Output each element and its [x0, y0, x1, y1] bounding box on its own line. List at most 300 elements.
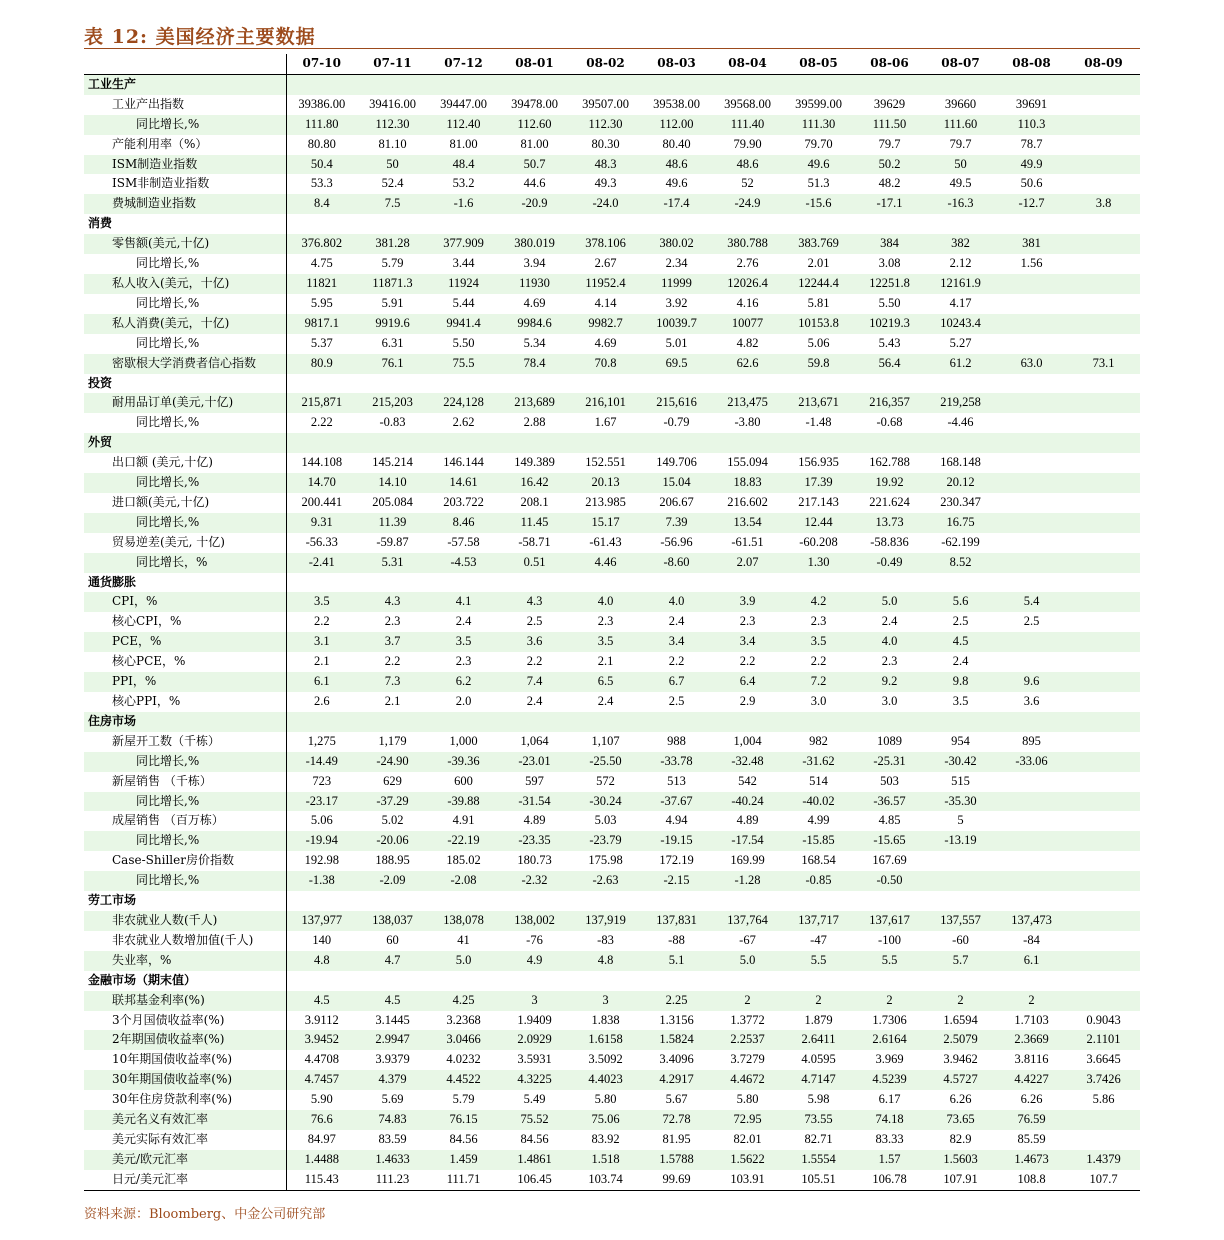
value-cell: [925, 573, 996, 593]
value-cell: 5.98: [807, 1092, 830, 1107]
value-cell: 2.4: [952, 654, 969, 669]
value-cell: [783, 374, 854, 394]
value-cell: [357, 214, 428, 234]
row-label: 日元/美元汇率: [84, 1170, 286, 1190]
value-cell: 80.40: [662, 136, 691, 151]
table-row: [84, 672, 1140, 692]
value-cell: 76.6: [286, 1110, 357, 1130]
row-label: 同比增长,%: [84, 115, 286, 135]
table-row: [84, 752, 1140, 772]
column-header: 08-04: [712, 54, 783, 74]
value-cell: [428, 891, 499, 911]
table-row: [84, 692, 1140, 712]
value-cell: 5.43: [878, 335, 901, 350]
value-cell: 515: [951, 773, 970, 788]
value-cell: 4.3225: [499, 1070, 570, 1090]
value-cell: 50.2: [854, 155, 925, 175]
value-cell: -4.53: [428, 553, 499, 573]
value-cell: 723: [312, 773, 332, 788]
value-cell: 12161.9: [925, 274, 996, 294]
value-cell: 5.06: [310, 813, 333, 828]
value-cell: 2.2537: [712, 1030, 783, 1050]
value-cell: 169.99: [730, 853, 765, 868]
value-cell: -100: [878, 932, 901, 947]
value-cell: 15.17: [570, 513, 641, 533]
economic-data-table: [84, 54, 1140, 1191]
value-cell: [357, 374, 428, 394]
value-cell: 1,000: [449, 733, 478, 748]
value-cell: -25.50: [570, 752, 641, 772]
value-cell: 79.70: [804, 136, 833, 151]
value-cell: 4.7147: [783, 1070, 854, 1090]
value-cell: 6.7: [641, 672, 712, 692]
value-cell: 39568.00: [724, 96, 771, 111]
value-cell: [1067, 374, 1140, 394]
value-cell: [1067, 911, 1140, 931]
value-cell: 5.80: [736, 1092, 759, 1107]
value-cell: 11821: [286, 274, 357, 294]
value-cell: 2.12: [949, 256, 972, 271]
value-cell: [854, 433, 925, 453]
value-cell: 2: [925, 991, 996, 1011]
value-cell: -37.67: [641, 792, 712, 812]
value-cell: 224,128: [428, 393, 499, 413]
value-cell: 1.459: [428, 1150, 499, 1170]
table-row: [84, 732, 1140, 752]
value-cell: -1.38: [286, 871, 357, 891]
value-cell: [286, 891, 357, 911]
value-cell: 175.98: [588, 853, 623, 868]
value-cell: 99.69: [641, 1170, 712, 1190]
value-cell: 5.4: [996, 592, 1067, 612]
value-cell: -0.68: [876, 415, 903, 430]
value-cell: -56.33: [305, 534, 338, 549]
value-cell: 3.969: [875, 1052, 904, 1067]
value-cell: 180.73: [517, 853, 552, 868]
value-cell: 4.5: [357, 991, 428, 1011]
value-cell: 2.6164: [854, 1030, 925, 1050]
value-cell: [499, 971, 570, 991]
value-cell: 80.30: [591, 136, 620, 151]
value-cell: 382: [925, 234, 996, 254]
value-cell: [925, 712, 996, 732]
row-label: 新屋开工数（千栋）: [84, 732, 286, 752]
value-cell: -35.30: [925, 792, 996, 812]
table-row: [84, 811, 1140, 831]
table-row: [84, 533, 1140, 553]
value-cell: 137,831: [641, 911, 712, 931]
value-cell: [641, 971, 712, 991]
value-cell: 82.71: [804, 1131, 833, 1146]
value-cell: 3.4096: [659, 1052, 694, 1067]
value-cell: 1.5554: [783, 1150, 854, 1170]
row-label: 同比增长,%: [84, 254, 286, 274]
value-cell: -61.43: [589, 534, 622, 549]
value-cell: 59.8: [783, 354, 854, 374]
table-row: [84, 1170, 1140, 1190]
value-cell: -23.17: [286, 792, 357, 812]
value-cell: -13.19: [925, 831, 996, 851]
value-cell: 384: [854, 234, 925, 254]
value-cell: 9.31: [286, 513, 357, 533]
value-cell: [1067, 393, 1140, 413]
value-cell: 2.4: [526, 694, 543, 708]
value-cell: 2.67: [594, 256, 617, 271]
row-label: 联邦基金利率(%): [84, 991, 286, 1011]
value-cell: [712, 712, 783, 732]
value-cell: 4.4708: [304, 1052, 339, 1067]
value-cell: [1067, 672, 1140, 692]
value-cell: -40.02: [783, 792, 854, 812]
value-cell: -39.88: [428, 792, 499, 812]
table-header-row: [84, 54, 1140, 74]
value-cell: -19.94: [286, 831, 357, 851]
value-cell: 600: [454, 773, 473, 788]
value-cell: 137,473: [996, 911, 1067, 931]
row-label: CPI，%: [84, 592, 286, 612]
value-cell: 4.2: [783, 592, 854, 612]
row-label: 同比增长,%: [84, 413, 286, 433]
value-cell: 50.7: [499, 155, 570, 175]
section-header-row: [84, 374, 1140, 394]
value-cell: 2.2: [313, 614, 330, 629]
value-cell: 18.83: [712, 473, 783, 493]
value-cell: 4.4672: [712, 1070, 783, 1090]
row-label: ISM非制造业指数: [84, 174, 286, 194]
value-cell: 14.10: [357, 473, 428, 493]
table-row: [84, 792, 1140, 812]
value-cell: -56.96: [660, 534, 693, 549]
value-cell: 79.90: [733, 136, 762, 151]
value-cell: 5.91: [381, 295, 404, 310]
value-cell: 4.5: [286, 991, 357, 1011]
value-cell: 9941.4: [428, 314, 499, 334]
value-cell: 4.2917: [641, 1070, 712, 1090]
value-cell: 3.8: [1067, 194, 1140, 214]
value-cell: [1067, 314, 1140, 334]
row-label: 10年期国债收益率(%): [84, 1050, 286, 1070]
value-cell: 70.8: [570, 354, 641, 374]
table-row: [84, 1030, 1140, 1050]
row-label: 同比增长,%: [84, 792, 286, 812]
value-cell: [783, 433, 854, 453]
value-cell: 4.17: [949, 295, 972, 310]
value-cell: -31.62: [783, 752, 854, 772]
value-cell: 4.5: [925, 632, 996, 652]
value-cell: 115.43: [286, 1170, 357, 1190]
value-cell: [428, 712, 499, 732]
value-cell: [1067, 831, 1140, 851]
value-cell: 39629: [873, 96, 906, 111]
value-cell: 4.8: [286, 951, 357, 971]
table-row: [84, 234, 1140, 254]
value-cell: 1.5603: [925, 1150, 996, 1170]
value-cell: 112.30: [357, 115, 428, 135]
source-note: 资料来源：Bloomberg、中金公司研究部: [84, 1207, 326, 1222]
value-cell: -0.79: [663, 415, 690, 430]
value-cell: [499, 573, 570, 593]
value-cell: [1067, 971, 1140, 991]
value-cell: 12.44: [783, 513, 854, 533]
value-cell: 6.1: [996, 951, 1067, 971]
value-cell: [783, 573, 854, 593]
value-cell: -2.41: [286, 553, 357, 573]
table-row: [84, 194, 1140, 214]
value-cell: 106.45: [499, 1170, 570, 1190]
value-cell: 2.4: [881, 614, 898, 629]
row-label: 30年住房贷款利率(%): [84, 1090, 286, 1110]
value-cell: [996, 792, 1067, 812]
value-cell: [641, 214, 712, 234]
value-cell: [1067, 811, 1140, 831]
value-cell: 137,557: [925, 911, 996, 931]
value-cell: [1067, 155, 1140, 175]
value-cell: -58.71: [518, 534, 551, 549]
value-cell: 5.95: [310, 295, 333, 310]
value-cell: 112.30: [570, 115, 641, 135]
value-cell: 73.55: [783, 1110, 854, 1130]
value-cell: [925, 851, 996, 871]
table-body: [84, 74, 1140, 1190]
value-cell: 4.94: [665, 813, 688, 828]
value-cell: [1067, 513, 1140, 533]
value-cell: 4.14: [594, 295, 617, 310]
value-cell: [854, 712, 925, 732]
table-row: [84, 354, 1140, 374]
value-cell: 2.4: [455, 614, 472, 629]
value-cell: 10153.8: [783, 314, 854, 334]
value-cell: [570, 374, 641, 394]
value-cell: 3.9452: [286, 1030, 357, 1050]
value-cell: -1.6: [428, 194, 499, 214]
value-cell: 5.69: [381, 1092, 404, 1107]
column-header: 08-06: [854, 54, 925, 74]
value-cell: 105.51: [783, 1170, 854, 1190]
value-cell: 4.25: [428, 991, 499, 1011]
value-cell: 3: [499, 991, 570, 1011]
value-cell: 203.722: [443, 494, 484, 509]
value-cell: -57.58: [447, 534, 480, 549]
value-cell: -15.65: [854, 831, 925, 851]
table-row: [84, 553, 1140, 573]
value-cell: 215,616: [641, 393, 712, 413]
value-cell: 75.52: [499, 1110, 570, 1130]
value-cell: 5.27: [949, 335, 972, 350]
value-cell: [712, 374, 783, 394]
value-cell: 48.3: [570, 155, 641, 175]
table-row: [84, 393, 1140, 413]
value-cell: 2.9947: [357, 1030, 428, 1050]
row-label: 密歇根大学消费者信心指数: [84, 354, 286, 374]
value-cell: 4.7: [357, 951, 428, 971]
value-cell: 74.83: [357, 1110, 428, 1130]
value-cell: 0.51: [499, 553, 570, 573]
value-cell: 4.7457: [286, 1070, 357, 1090]
value-cell: 4.99: [807, 813, 830, 828]
column-header: 07-12: [428, 54, 499, 74]
value-cell: 137,764: [712, 911, 783, 931]
value-cell: [357, 891, 428, 911]
value-cell: 3.44: [452, 256, 475, 271]
value-cell: 11.45: [499, 513, 570, 533]
value-cell: 76.15: [428, 1110, 499, 1130]
value-cell: 3.4: [641, 632, 712, 652]
value-cell: 172.19: [659, 853, 694, 868]
value-cell: 1.5622: [712, 1150, 783, 1170]
column-header: 08-07: [925, 54, 996, 74]
value-cell: 2.2: [810, 654, 827, 669]
value-cell: [925, 971, 996, 991]
table-row: [84, 135, 1140, 155]
value-cell: 62.6: [712, 354, 783, 374]
value-cell: [712, 433, 783, 453]
value-cell: -2.32: [499, 871, 570, 891]
value-cell: 2.34: [665, 256, 688, 271]
value-cell: [1067, 1110, 1140, 1130]
table-row: [84, 334, 1140, 354]
value-cell: [783, 74, 854, 94]
value-cell: 149.389: [514, 455, 555, 470]
column-header: 08-05: [783, 54, 854, 74]
value-cell: 1,107: [591, 733, 620, 748]
value-cell: 145.214: [372, 455, 413, 470]
value-cell: 138,078: [428, 911, 499, 931]
value-cell: 10039.7: [641, 314, 712, 334]
value-cell: 3.1: [286, 632, 357, 652]
value-cell: 78.7: [1020, 136, 1043, 151]
value-cell: 39691: [1015, 96, 1048, 111]
value-cell: 2.2: [739, 654, 756, 669]
row-label: 新屋销售 （千栋）: [84, 772, 286, 792]
value-cell: 3.9: [712, 592, 783, 612]
value-cell: -4.46: [947, 415, 974, 430]
value-cell: [357, 971, 428, 991]
table-row: [84, 155, 1140, 175]
value-cell: 5.01: [665, 335, 688, 350]
value-cell: 103.74: [570, 1170, 641, 1190]
value-cell: 2.3: [455, 654, 472, 669]
value-cell: 155.094: [727, 455, 768, 470]
section-title: 住房市场: [84, 712, 286, 732]
value-cell: 4.69: [594, 335, 617, 350]
value-cell: 4.0: [570, 592, 641, 612]
table-row: [84, 831, 1140, 851]
value-cell: 11999: [641, 274, 712, 294]
row-label: 核心CPI，%: [84, 612, 286, 632]
value-cell: 9.8: [925, 672, 996, 692]
table-row: [84, 592, 1140, 612]
value-cell: 6.31: [381, 335, 404, 350]
value-cell: 1.56: [1020, 256, 1043, 271]
column-header: 08-01: [499, 54, 570, 74]
value-cell: 188.95: [375, 853, 410, 868]
value-cell: [1067, 573, 1140, 593]
table-row: [84, 1050, 1140, 1070]
table-row: [84, 951, 1140, 971]
value-cell: 4.16: [736, 295, 759, 310]
value-cell: [1067, 413, 1140, 433]
row-label: 零售额(美元,十亿): [84, 234, 286, 254]
value-cell: [1067, 612, 1140, 632]
value-cell: 572: [596, 773, 615, 788]
value-cell: 111.40: [712, 115, 783, 135]
value-cell: [499, 891, 570, 911]
value-cell: 542: [738, 773, 757, 788]
value-cell: -59.87: [376, 534, 409, 549]
value-cell: 39416.00: [369, 96, 416, 111]
value-cell: 9.6: [996, 672, 1067, 692]
value-cell: [1067, 851, 1140, 871]
value-cell: [712, 214, 783, 234]
value-cell: [641, 712, 712, 732]
value-cell: 221.624: [869, 494, 910, 509]
value-cell: 3.08: [878, 256, 901, 271]
title-divider: [84, 48, 1140, 49]
value-cell: 2.3: [810, 614, 827, 629]
row-label: 核心PPI，%: [84, 692, 286, 712]
row-label: 非农就业人数增加值(千人): [84, 931, 286, 951]
value-cell: 111.23: [357, 1170, 428, 1190]
value-cell: 49.3: [594, 176, 617, 191]
value-cell: -24.9: [712, 194, 783, 214]
value-cell: 74.18: [854, 1110, 925, 1130]
value-cell: 108.8: [996, 1170, 1067, 1190]
value-cell: 19.92: [854, 473, 925, 493]
value-cell: -15.6: [783, 194, 854, 214]
value-cell: 378.106: [570, 234, 641, 254]
value-cell: [286, 214, 357, 234]
value-cell: [996, 831, 1067, 851]
table-row: [84, 115, 1140, 135]
value-cell: 213,689: [499, 393, 570, 413]
value-cell: [570, 214, 641, 234]
value-cell: 39660: [944, 96, 977, 111]
value-cell: 597: [525, 773, 544, 788]
value-cell: [996, 74, 1067, 94]
row-label: 2年期国债收益率(%): [84, 1030, 286, 1050]
value-cell: 206.67: [659, 494, 694, 509]
value-cell: 215,871: [286, 393, 357, 413]
value-cell: 162.788: [869, 455, 910, 470]
value-cell: [1067, 334, 1140, 354]
value-cell: 1.6158: [570, 1030, 641, 1050]
value-cell: 3.92: [665, 295, 688, 310]
value-cell: 3.8116: [1014, 1052, 1049, 1067]
value-cell: -16.3: [925, 194, 996, 214]
value-cell: 1089: [877, 733, 902, 748]
value-cell: -2.08: [428, 871, 499, 891]
value-cell: 2.0929: [499, 1030, 570, 1050]
value-cell: -0.85: [783, 871, 854, 891]
table-row: [84, 1110, 1140, 1130]
value-cell: 49.5: [949, 176, 972, 191]
value-cell: 2: [783, 991, 854, 1011]
section-header-row: [84, 433, 1140, 453]
value-cell: 377.909: [428, 234, 499, 254]
value-cell: 72.78: [641, 1110, 712, 1130]
value-cell: 72.95: [712, 1110, 783, 1130]
value-cell: 16.75: [925, 513, 996, 533]
value-cell: 6.4: [712, 672, 783, 692]
value-cell: 10243.4: [925, 314, 996, 334]
value-cell: -23.79: [570, 831, 641, 851]
value-cell: 50.4: [286, 155, 357, 175]
value-cell: [570, 573, 641, 593]
value-cell: 2.1: [313, 654, 330, 669]
value-cell: 205.084: [372, 494, 413, 509]
value-cell: 20.12: [925, 473, 996, 493]
value-cell: 380.019: [499, 234, 570, 254]
